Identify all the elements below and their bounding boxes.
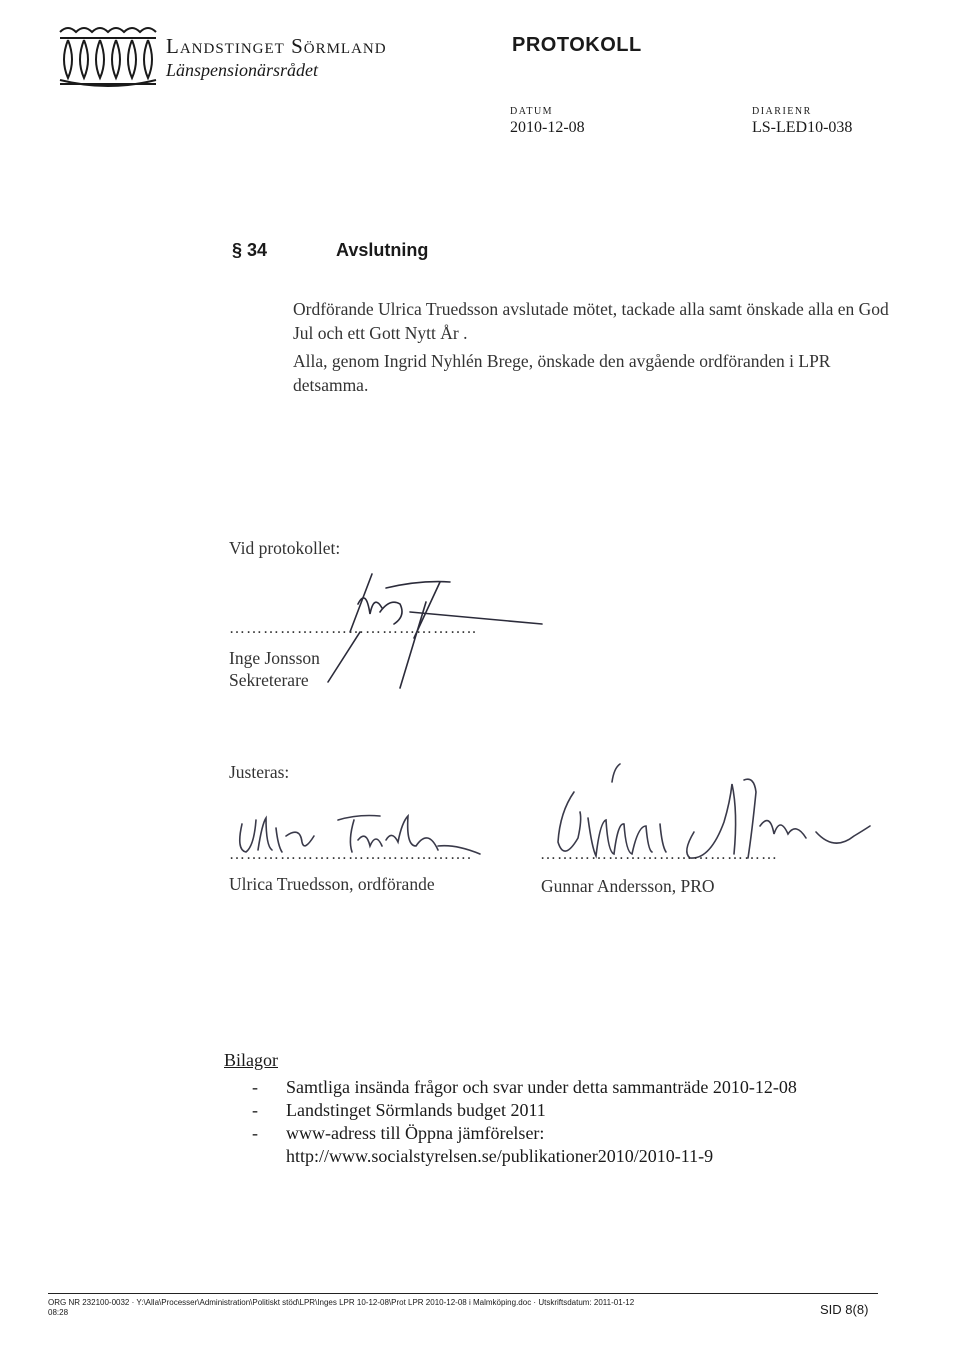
footer-divider bbox=[48, 1293, 878, 1294]
secretary-signature-line: …………………………………….. bbox=[229, 620, 477, 637]
landstinget-logo bbox=[58, 22, 158, 90]
list-item bbox=[252, 1076, 797, 1099]
section-title: Avslutning bbox=[336, 240, 429, 260]
page-number: SID 8(8) bbox=[820, 1302, 869, 1317]
footer-path: ORG NR 232100-0032 · Y:\Alla\Processer\Administration\Politiskt stöd\LPR\Inges LPR 10-12-08\Prot LPR 2010-12-08 i Malmköping.doc · Utskriftsdatum: 2011-01-12 bbox=[48, 1298, 635, 1307]
paragraph-wishes: Alla, genom Ingrid Nyhlén Brege, önskade den avgående ordföranden i LPR detsamma. bbox=[293, 351, 831, 395]
secretary-name: Inge Jonsson bbox=[229, 648, 320, 668]
org-name: Landstinget Sörmland bbox=[166, 34, 387, 58]
diarienr-value: LS-LED10-038 bbox=[752, 119, 853, 136]
diarienr-label: DIARIENR bbox=[752, 106, 812, 117]
attachments-heading: Bilagor bbox=[224, 1050, 278, 1070]
footer-time: 08:28 bbox=[48, 1308, 69, 1317]
attachment-text: Samtliga insända frågor och svar under detta sammanträde 2010-12-08 bbox=[286, 1077, 797, 1097]
list-item bbox=[252, 1122, 797, 1145]
secretary-role: Sekreterare bbox=[229, 670, 309, 690]
list-dash: - bbox=[252, 1123, 258, 1143]
list-dash: - bbox=[252, 1077, 258, 1097]
chair-name: Ulrica Truedsson, ordförande bbox=[229, 874, 435, 894]
list-dash: - bbox=[252, 1100, 258, 1120]
attachment-text: www-adress till Öppna jämförelser: bbox=[286, 1123, 545, 1143]
justeras-label: Justeras: bbox=[229, 762, 290, 782]
list-item-continuation: http://www.socialstyrelsen.se/publikationer2010/2010-11-9 bbox=[286, 1146, 714, 1166]
org-subtitle: Länspensionärsrådet bbox=[166, 60, 319, 80]
attachments-list bbox=[252, 1076, 797, 1168]
list-item bbox=[252, 1099, 797, 1122]
datum-value: 2010-12-08 bbox=[510, 119, 585, 136]
pro-name: Gunnar Andersson, PRO bbox=[541, 876, 715, 896]
footer-meta bbox=[48, 1298, 634, 1318]
paragraph-closing: Ordförande Ulrica Truedsson avslutade mötet, tackade alla samt önskade alla en God Jul och ett Gott Nytt År . bbox=[293, 299, 889, 343]
attachment-text: Landstinget Sörmlands budget 2011 bbox=[286, 1100, 546, 1120]
section-number: § 34 bbox=[232, 240, 268, 260]
datum-label: DATUM bbox=[510, 106, 554, 117]
pro-signature-line: …………………………………… bbox=[540, 846, 778, 863]
document-type: PROTOKOLL bbox=[512, 34, 642, 56]
chair-signature-line: ……………………………………. bbox=[229, 846, 472, 863]
vid-protokollet-label: Vid protokollet: bbox=[229, 538, 341, 558]
